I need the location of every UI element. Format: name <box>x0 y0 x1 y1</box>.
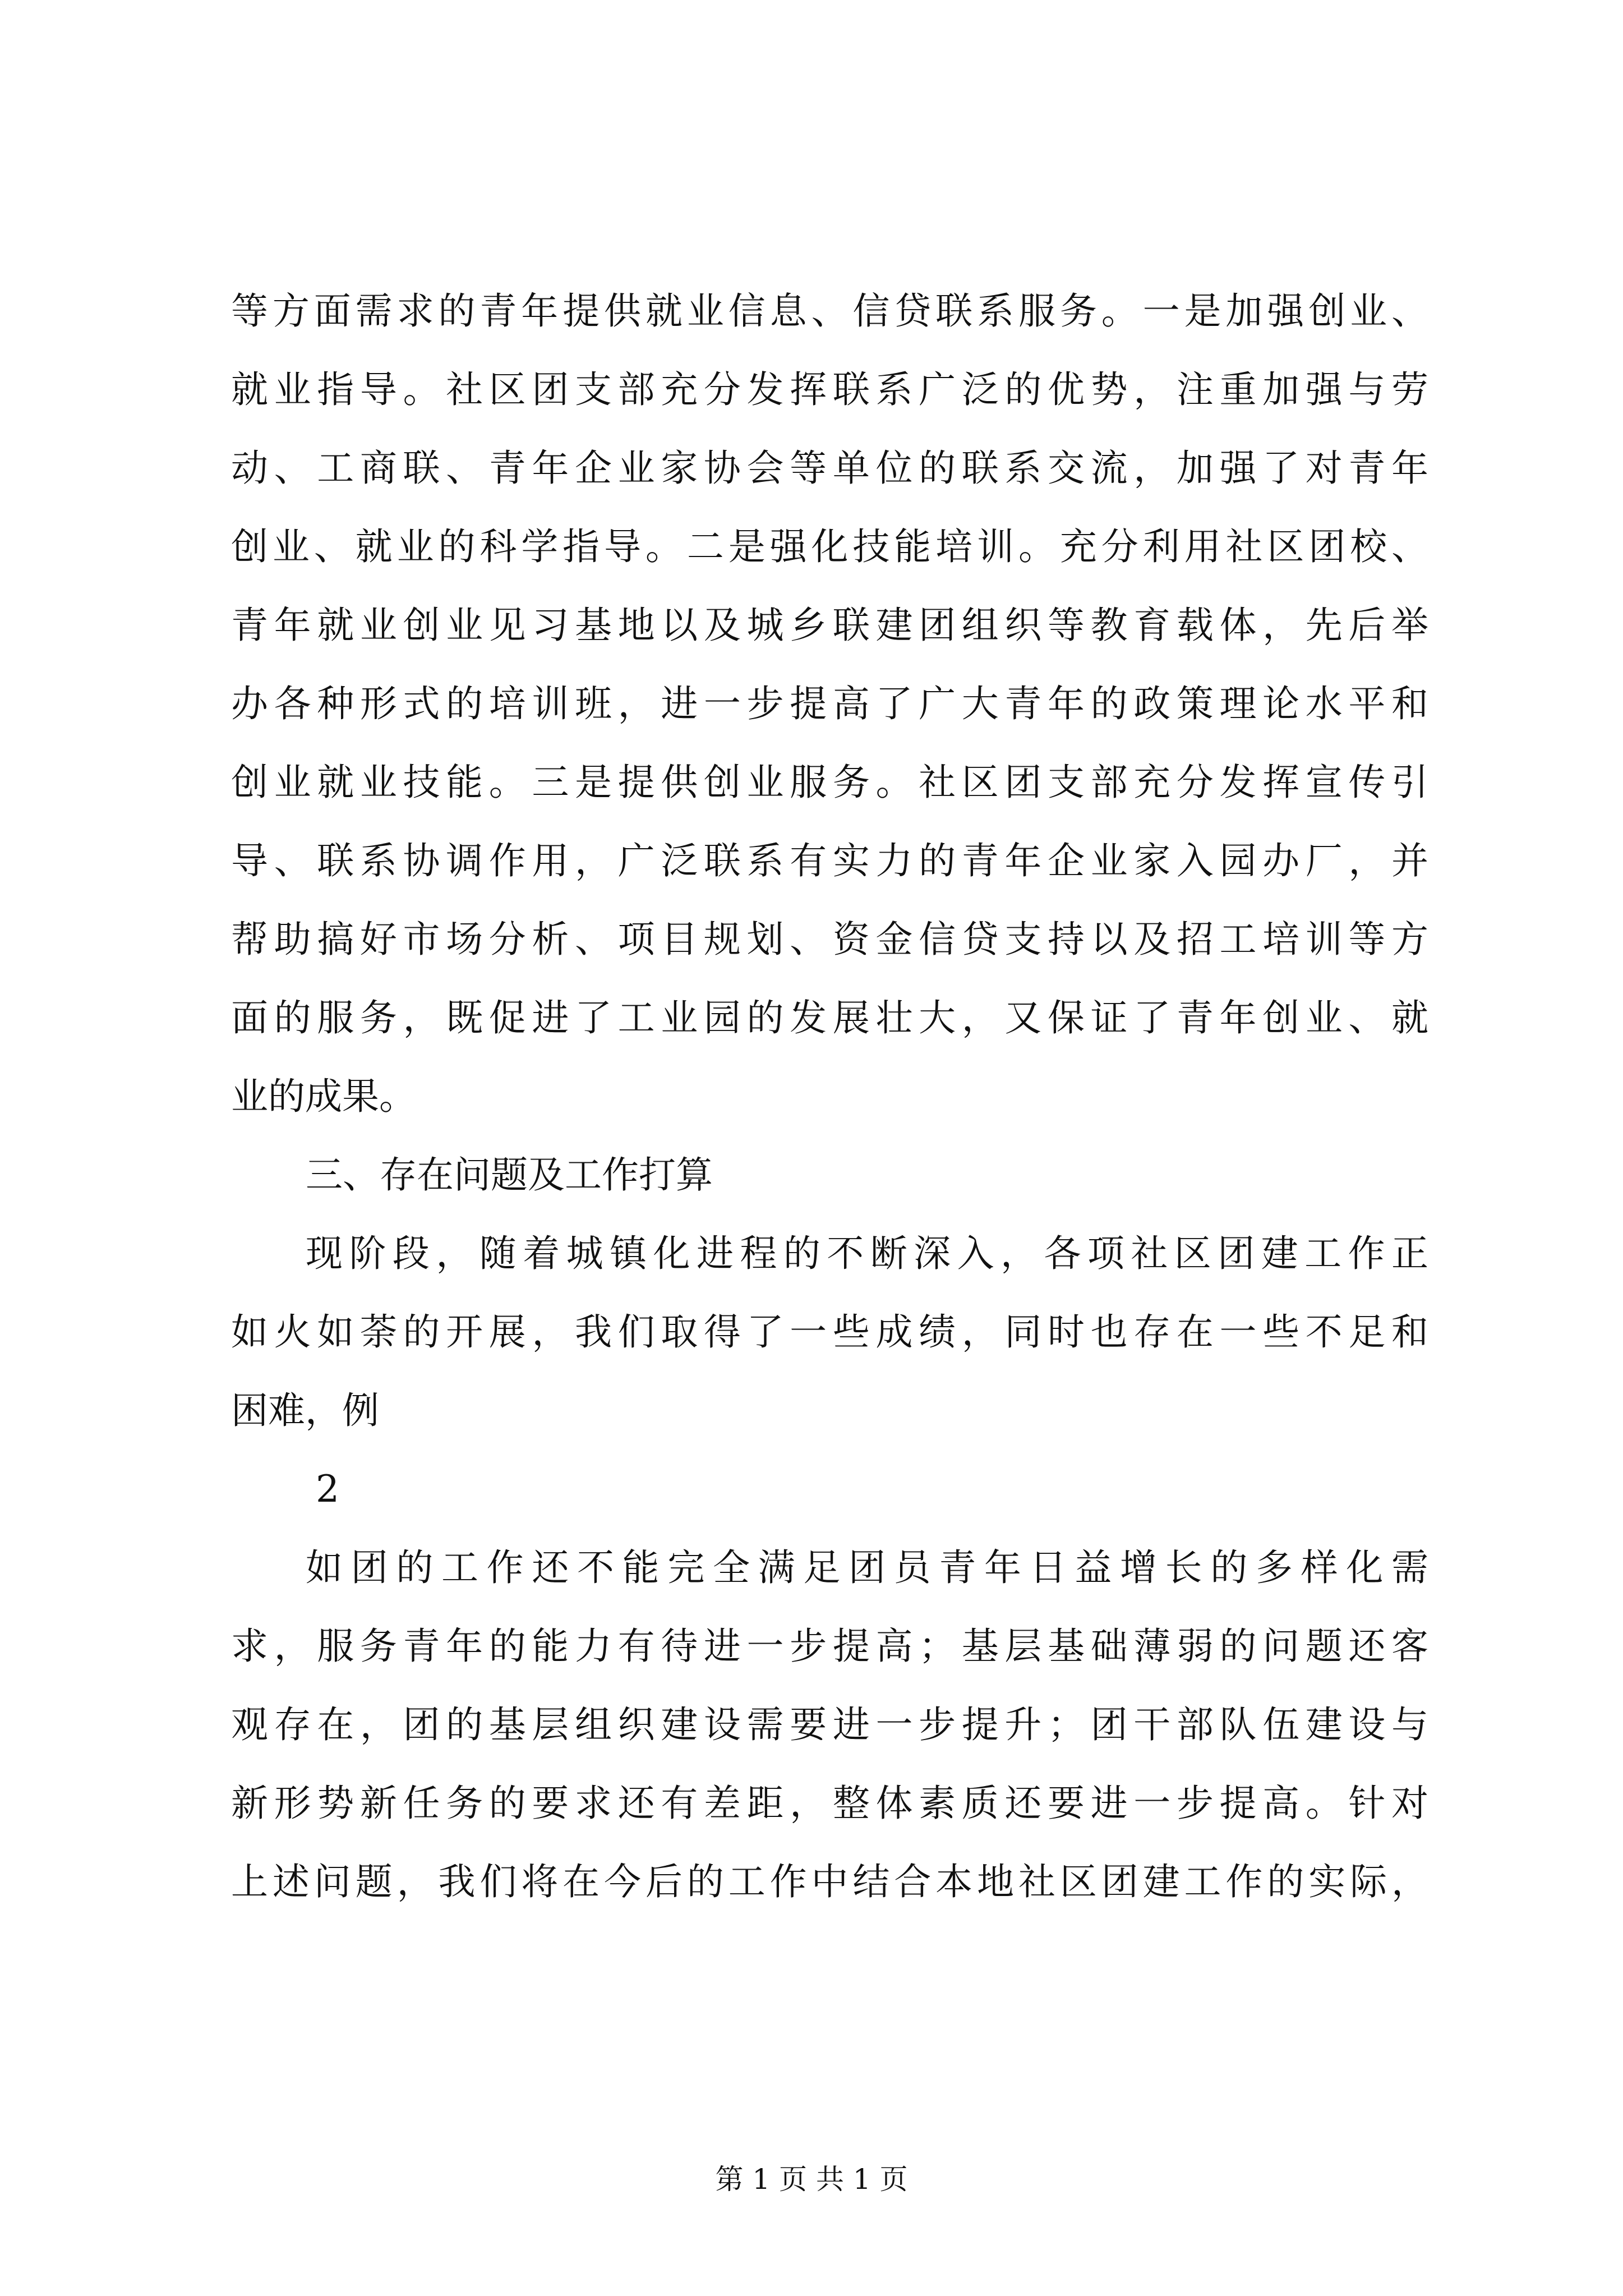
body-text-line: 困难，例 <box>231 1389 379 1432</box>
body-text-line: 动、工商联、青年企业家协会等单位的联系交流，加强了对青年 <box>231 447 1428 490</box>
page-footer: 第 1 页 共 1 页 <box>715 2163 908 2196</box>
body-text-line: 青年就业创业见习基地以及城乡联建团组织等教育载体，先后举 <box>231 604 1428 647</box>
section-heading: 三、存在问题及工作打算 <box>306 1153 713 1197</box>
body-text-line: 面的服务，既促进了工业园的发展壮大，又保证了青年创业、就 <box>231 996 1428 1039</box>
body-text-line: 观存在，团的基层组织建设需要进一步提升；团干部队伍建设与 <box>231 1703 1428 1746</box>
inline-page-number: 2 <box>316 1467 339 1511</box>
body-text-line: 办各种形式的培训班，进一步提高了广大青年的政策理论水平和 <box>231 682 1428 725</box>
body-text-line: 等方面需求的青年提供就业信息、信贷联系服务。一是加强创业、 <box>231 289 1428 333</box>
body-text-line: 创业就业技能。三是提供创业服务。社区团支部充分发挥宣传引 <box>231 761 1428 804</box>
body-text-line: 导、联系协调作用，广泛联系有实力的青年企业家入园办厂，并 <box>231 839 1428 882</box>
body-text-line: 新形势新任务的要求还有差距，整体素质还要进一步提高。针对 <box>231 1782 1428 1825</box>
body-text-line: 现阶段，随着城镇化进程的不断深入，各项社区团建工作正 <box>306 1232 1428 1275</box>
body-text-line: 业的成果。 <box>231 1075 416 1118</box>
body-text-line: 求，服务青年的能力有待进一步提高；基层基础薄弱的问题还客 <box>231 1625 1428 1668</box>
body-text-line: 如团的工作还不能完全满足团员青年日益增长的多样化需 <box>306 1546 1428 1589</box>
body-text-line: 创业、就业的科学指导。二是强化技能培训。充分利用社区团校、 <box>231 525 1428 568</box>
body-text-line: 上述问题，我们将在今后的工作中结合本地社区团建工作的实际， <box>231 1860 1428 1903</box>
body-text-line: 就业指导。社区团支部充分发挥联系广泛的优势，注重加强与劳 <box>231 368 1428 411</box>
body-text-line: 帮助搞好市场分析、项目规划、资金信贷支持以及招工培训等方 <box>231 918 1428 961</box>
body-text-line: 如火如荼的开展，我们取得了一些成绩，同时也存在一些不足和 <box>231 1310 1428 1354</box>
